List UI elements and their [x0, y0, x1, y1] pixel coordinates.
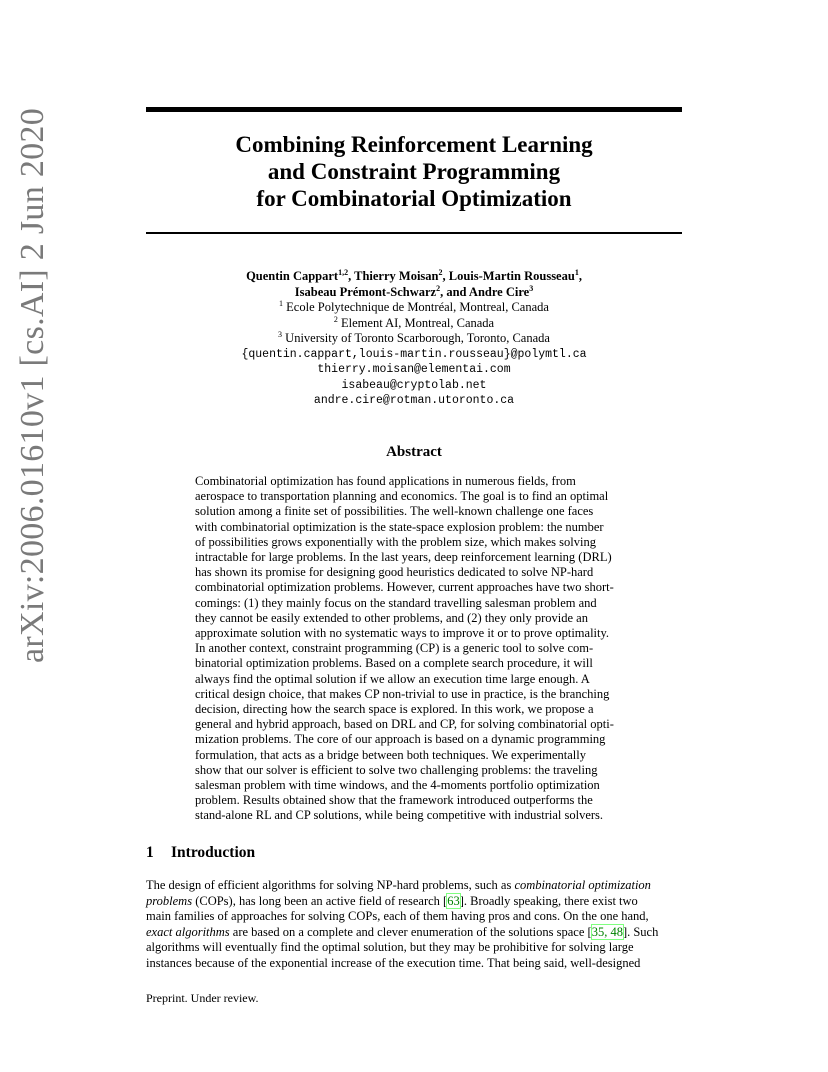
abstract-line: comings: (1) they mainly focus on the standard travelling salesman problem and	[195, 595, 597, 610]
affiliation-marker: 3	[529, 283, 534, 293]
introduction-body	[146, 878, 686, 971]
abstract-line: aerospace to transportation planning and economics. The goal is to find an optimal	[195, 489, 609, 504]
affiliation	[146, 331, 682, 347]
abstract-line: stand-alone RL and CP solutions, while being competitive with industrial solvers.	[195, 808, 604, 823]
abstract-line: binatorial optimization problems. Based on a complete search procedure, it will	[195, 656, 593, 671]
abstract-line: has shown its promise for designing good heuristics dedicated to solve NP-hard	[195, 565, 594, 580]
abstract-line: combinatorial optimization problems. However, current approaches have two short-	[195, 580, 614, 595]
abstract-line: they cannot be easily extended to other problems, and (2) they only provide an	[195, 610, 588, 625]
author-separator: ,	[578, 269, 582, 283]
abstract-line: salesman problem with time windows, and the 4-moments portfolio optimization	[195, 778, 600, 793]
email: isabeau@cryptolab.net	[341, 378, 487, 392]
affiliation-text: Element AI, Montreal, Canada	[337, 315, 495, 330]
intro-text: ]. Broadly speaking, there exist two	[459, 893, 638, 908]
arxiv-stamp[interactable]: arXiv:2006.01610v1 [cs.AI] 2 Jun 2020	[14, 107, 51, 663]
affiliation	[146, 300, 682, 316]
abstract-line: general and hybrid approach, based on DRL and CP, for solving combinatorial opti-	[195, 717, 614, 732]
intro-line	[146, 925, 686, 941]
title-bottom-rule	[146, 232, 682, 234]
author-line-2	[146, 285, 682, 301]
abstract-line: show that our solver is efficient to solve two challenging problems: the traveling	[195, 762, 598, 777]
title-line: and Constraint Programming	[267, 159, 561, 184]
affiliation-marker: 2	[436, 283, 441, 293]
abstract-line: always find the optimal solution if we allow an execution time large enough. A	[195, 671, 590, 686]
section-number: 1	[146, 844, 154, 861]
section-heading-introduction	[146, 844, 255, 862]
abstract-line: problem. Results obtained show that the framework introduced outperforms the	[195, 793, 593, 808]
abstract-line: approximate solution with no systematic ways to improve it or to prove optimality.	[195, 626, 610, 641]
paper-title	[146, 131, 682, 212]
abstract-line: solution among a finite set of possibilities. The well-known challenge one faces	[195, 504, 594, 519]
abstract-body	[195, 474, 633, 824]
abstract-line: with combinatorial optimization is the state-space explosion problem: the number	[195, 519, 604, 534]
title-line: Combining Reinforcement Learning	[235, 132, 593, 157]
abstract-line: In another context, constraint programming (CP) is a generic tool to solve com-	[195, 641, 594, 656]
author-name: Quentin Cappart	[246, 269, 339, 283]
affiliation-marker: 2	[333, 314, 338, 324]
affiliation-text: Ecole Polytechnique de Montréal, Montreal, Canada	[283, 300, 549, 314]
title-line: for Combinatorial Optimization	[256, 186, 572, 211]
affiliation-marker: 3	[278, 329, 283, 339]
abstract-line: critical design choice, that makes CP non-trivial to use in practice, is the branching	[195, 686, 610, 701]
intro-text: The design of efficient algorithms for solving NP-hard problems, such as	[146, 878, 515, 892]
intro-line: algorithms will eventually find the optimal solution, but they may be prohibitive for solving large	[146, 940, 634, 954]
intro-text: are based on a complete and clever enumeration of the solutions space [	[229, 924, 592, 939]
affiliation-text: University of Toronto Scarborough, Toronto, Canada	[282, 331, 550, 345]
intro-text: ]. Such	[622, 924, 659, 939]
intro-emphasis: combinatorial optimization	[514, 878, 651, 892]
intro-line: instances because of the exponential increase of the execution time. That being said, well-designed	[146, 955, 641, 970]
intro-line: main families of approaches for solving COPs, each of them having pros and cons. On the one hand,	[146, 909, 649, 923]
email: {quentin.cappart,louis-martin.rousseau}@polymtl.ca	[241, 347, 587, 361]
affiliation-marker: 1,2	[338, 267, 349, 277]
abstract-line: formulation, that acts as a bridge between both techniques. We experimentally	[195, 747, 586, 762]
author-block	[146, 269, 682, 409]
intro-line	[146, 894, 686, 910]
author-name: , Louis-Martin Rousseau	[442, 269, 575, 283]
citation-link[interactable]: 35, 48	[591, 924, 623, 939]
abstract-line: Combinatorial optimization has found applications in numerous fields, from	[195, 474, 576, 488]
intro-emphasis: problems	[146, 893, 193, 908]
abstract-heading: Abstract	[386, 444, 442, 460]
author-name: Isabeau Prémont-Schwarz	[294, 284, 437, 299]
section-title: Introduction	[171, 844, 256, 861]
email: andre.cire@rotman.utoronto.ca	[313, 394, 515, 407]
author-line-1	[146, 269, 682, 285]
intro-emphasis: exact algorithms	[146, 924, 230, 939]
affiliation-marker: 2	[438, 267, 443, 277]
top-rule	[146, 107, 682, 112]
abstract-line: intractable for large problems. In the last years, deep reinforcement learning (DRL)	[195, 550, 612, 565]
affiliation	[146, 316, 682, 332]
email: thierry.moisan@elementai.com	[317, 363, 511, 376]
preprint-footer: Preprint. Under review.	[146, 991, 259, 1005]
abstract-line: mization problems. The core of our approach is based on a dynamic programming	[195, 732, 606, 747]
intro-text: (COPs), has long been an active field of research [	[192, 893, 448, 908]
affiliation-marker: 1	[279, 298, 284, 308]
citation-link[interactable]: 63	[447, 893, 460, 908]
intro-line	[146, 878, 686, 894]
abstract-line: decision, directing how the search space is explored. In this work, we propose a	[195, 702, 594, 717]
author-name: , Thierry Moisan	[348, 269, 439, 283]
abstract-line: of possibilities grows exponentially with the problem size, which makes solving	[195, 534, 596, 549]
affiliation-marker: 1	[574, 267, 579, 277]
author-name: , and Andre Cire	[440, 284, 530, 299]
